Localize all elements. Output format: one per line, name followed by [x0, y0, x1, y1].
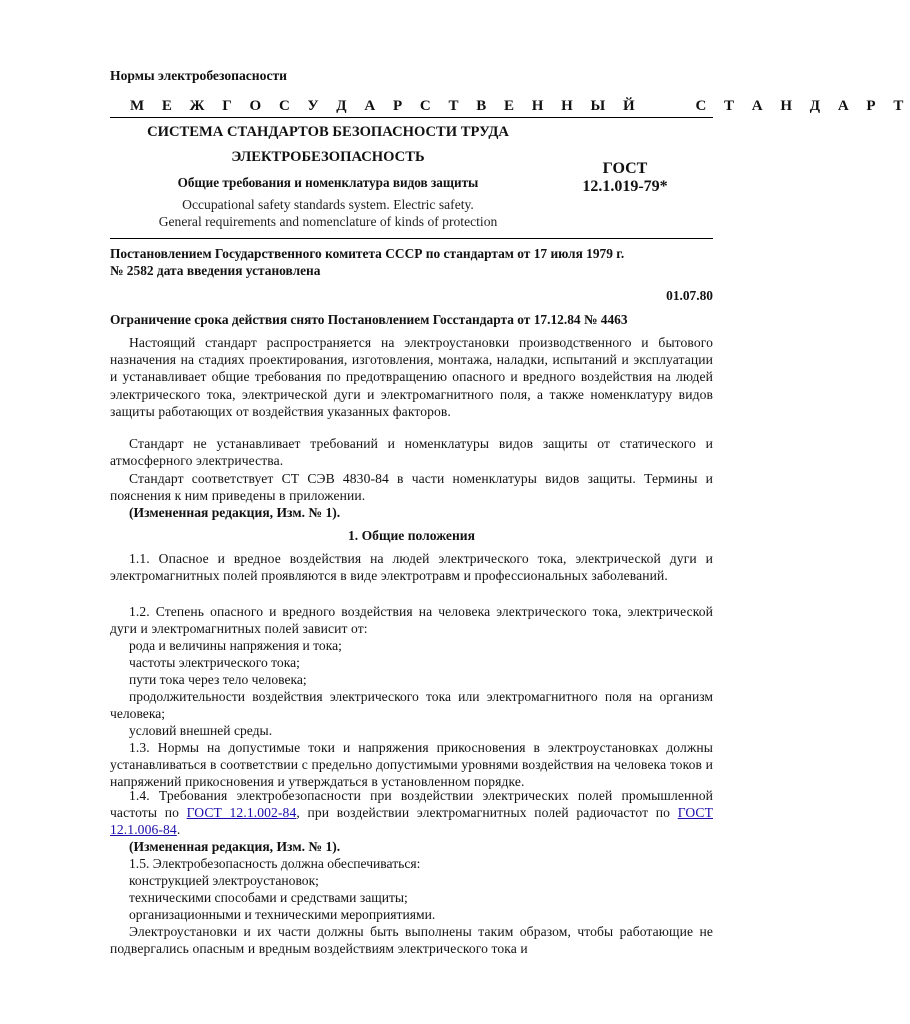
amendment-note-2: (Измененная редакция, Изм. № 1). [129, 839, 341, 854]
clause-1-5: 1.5. Электробезопасность должна обеспечиваться: [129, 856, 421, 871]
decree-date: 01.07.80 [666, 288, 713, 303]
clause-1-4 [110, 787, 713, 839]
header-rule-top [110, 117, 713, 118]
list-item: конструкцией электроустановок; [129, 873, 319, 888]
list-item: продолжительности воздействия электрического тока или электромагнитного поля на организм человека; [110, 689, 713, 722]
clause-1-3: 1.3. Нормы на допустимые токи и напряжения прикосновения в электроустановках должны устанавливаться в соответствии с предельно допустимыми уровнями воздействия на человека токов и напряжений прикосновения и утверждаться в установленном порядке. [110, 740, 713, 790]
gost-12-1-002-link[interactable]: ГОСТ 12.1.002-84 [186, 805, 297, 821]
list-item: частоты электрического тока; [129, 655, 300, 670]
subtitle-en-1: Occupational safety standards system. Electric safety. [182, 197, 474, 212]
list-item: техническими способами и средствами защиты; [129, 890, 408, 905]
gost-label: ГОСТ [602, 160, 648, 177]
list-item: пути тока через тело человека; [129, 672, 307, 687]
decree-line-2: № 2582 дата введения установлена [110, 263, 321, 278]
header-rule-bottom [110, 238, 713, 239]
gost-number: 12.1.019-79* [582, 178, 668, 195]
list-item: рода и величины напряжения и тока; [129, 638, 342, 653]
list-item: условий внешней среды. [129, 723, 273, 738]
decree-limit: Ограничение срока действия снято Постановлением Госстандарта от 17.12.84 № 4463 [110, 312, 628, 327]
top-label: Нормы электробезопасности [110, 68, 287, 83]
clause-1-1: 1.1. Опасное и вредное воздействия на людей электрического тока, электрической дуги и электромагнитных полей проявляются в виде электротравм и профессиональных заболеваний. [110, 551, 713, 584]
intro-paragraph-2: Стандарт не устанавливает требований и номенклатуры видов защиты от статического и атмосферного электричества. [110, 436, 713, 469]
intro-paragraph-3: Стандарт соответствует СТ СЭВ 4830-84 в части номенклатуры видов защиты. Термины и пояснения к ним приведены в приложении. [110, 471, 713, 504]
clause-1-2: 1.2. Степень опасного и вредного воздействия на человека электрического тока, электрической дуги и электромагнитных полей зависит от: [110, 604, 713, 637]
intro-paragraph-1: Настоящий стандарт распространяется на электроустановки производственного и бытового назначения на стадиях проектирования, изготовления, монтажа, наладки, испытаний и эксплуатации и устанавливает общие требования по предотвращению опасного и вредного воздействия на людей электрического тока, электрической дуги и электромагнитного поля, а также номенклатуру видов защиты работающих от воздействия указанных факторов. [110, 335, 713, 419]
subject-title: ЭЛЕКТРОБЕЗОПАСНОСТЬ [231, 149, 425, 165]
gost-12-1-006-link[interactable]: ГОСТ 12.1.006-84 [110, 805, 713, 838]
subtitle-ru: Общие требования и номенклатура видов защиты [177, 175, 479, 190]
clause-1-4-text-c: . [176, 822, 181, 838]
list-item: организационными и техническими мероприятиями. [129, 907, 436, 922]
clause-1-5-tail: Электроустановки и их части должны быть выполнены таким образом, чтобы работающие не подвергались опасным и вредным воздействиям электрического тока и [110, 924, 713, 957]
clause-1-4-text-b: , при воздействии электромагнитных полей радиочастот по [296, 805, 678, 821]
standard-type-heading: М Е Ж Г О С У Д А Р С Т В Е Н Н Ы Й С Т А Н Д А Р Т [130, 98, 910, 114]
decree-line-1: Постановлением Государственного комитета СССР по стандартам от 17 июля 1979 г. [110, 246, 625, 261]
subtitle-en-2: General requirements and nomenclature of kinds of protection [158, 214, 498, 229]
amendment-note-1: (Измененная редакция, Изм. № 1). [129, 505, 341, 520]
section-heading-general: 1. Общие положения [348, 528, 475, 543]
clause-1-4-text-a: 1.4. Требования электробезопасности при воздействии электрических полей промышленной частоты по [110, 788, 713, 821]
system-title: СИСТЕМА СТАНДАРТОВ БЕЗОПАСНОСТИ ТРУДА [147, 124, 509, 140]
